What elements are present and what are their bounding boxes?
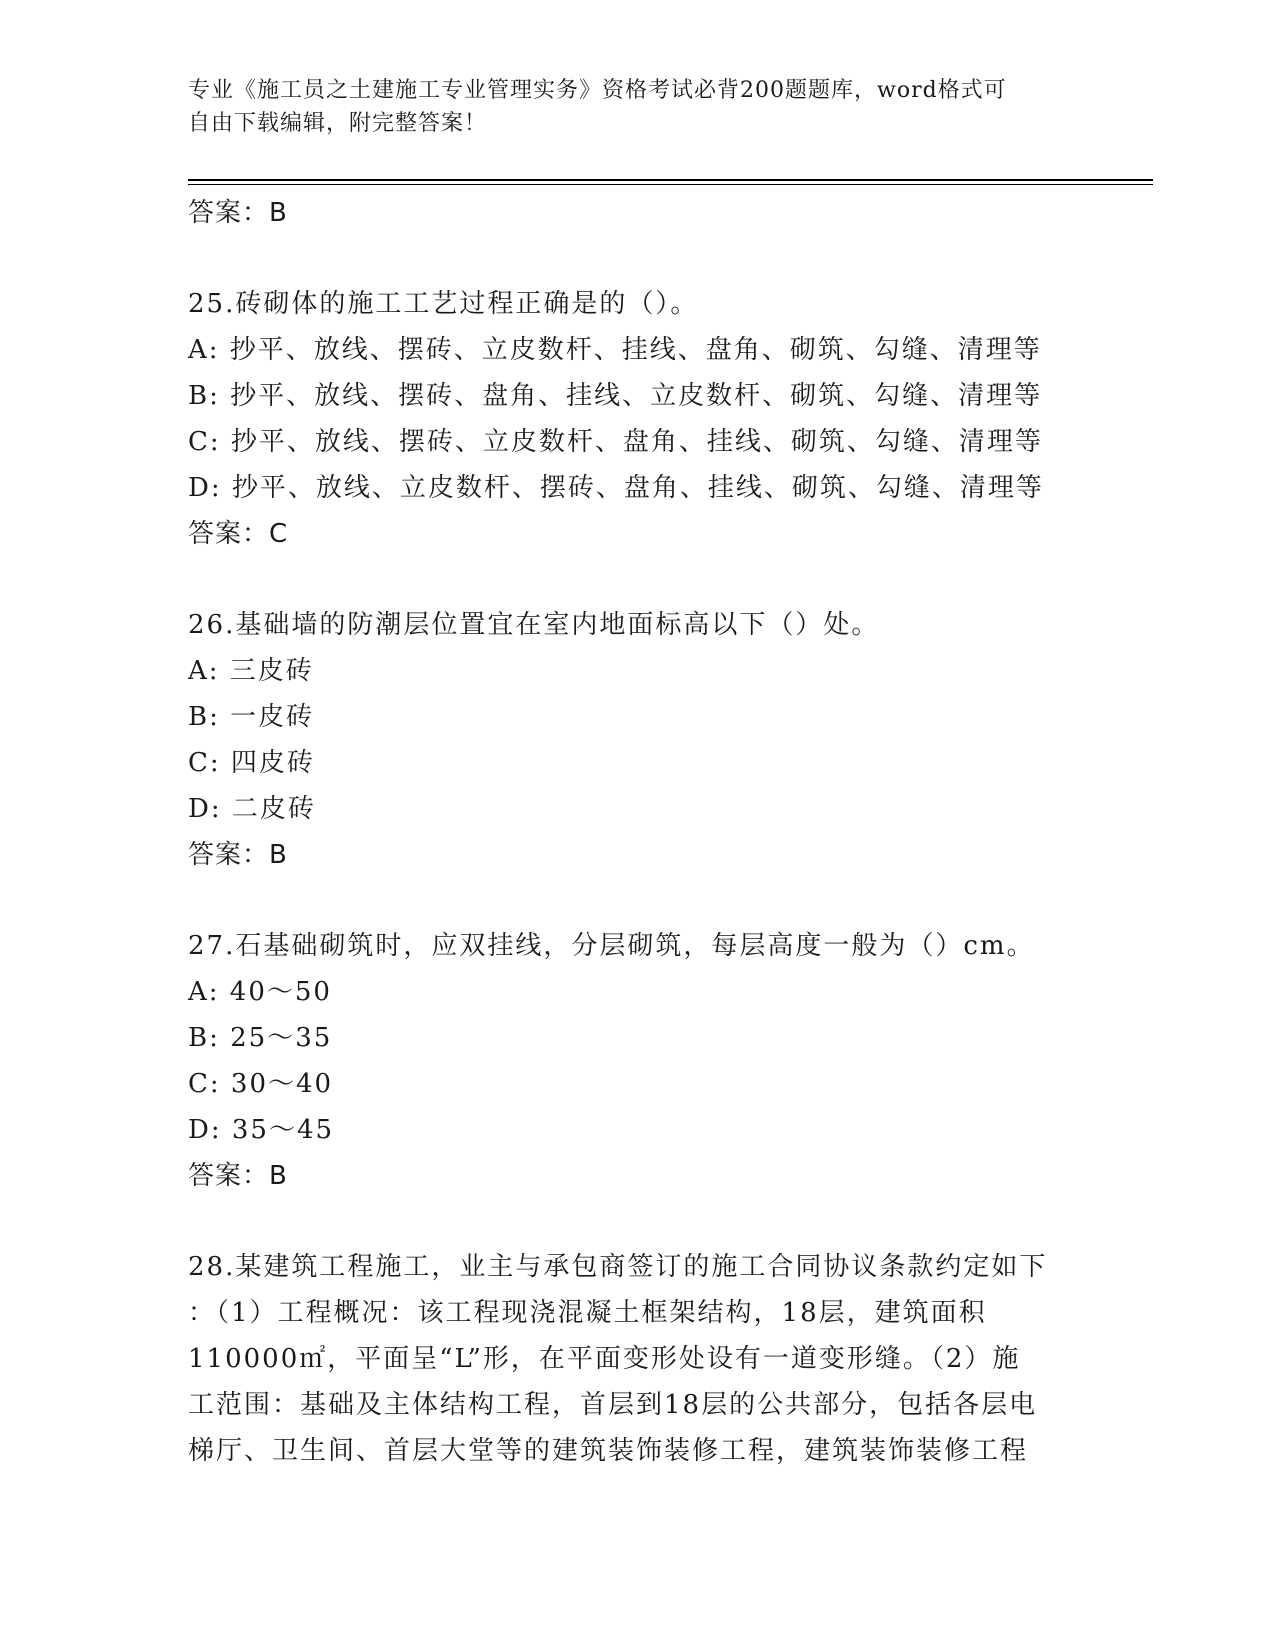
header-divider-thick: [188, 179, 1153, 181]
answer-line: 答案：B: [188, 1161, 288, 1191]
question-28-line-1: 28.某建筑工程施工，业主与承包商签订的施工合同协议条款约定如下: [188, 1252, 1048, 1282]
question-28-line-5: 梯厅、卫生间、首层大堂等的建筑装饰装修工程，建筑装饰装修工程: [188, 1436, 1029, 1466]
question-stem: 25.砖砌体的施工工艺过程正确是的（）。: [188, 289, 699, 319]
question-list: [188, 190, 1078, 1474]
option-c: C: 抄平、放线、摆砖、立皮数杆、盘角、挂线、砌筑、勾缝、清理等: [188, 427, 1043, 457]
question-stem: 27.石基础砌筑时，应双挂线，分层砌筑，每层高度一般为（）cm。: [188, 931, 1035, 961]
document-header: [188, 74, 1088, 140]
option-a: A: 抄平、放线、摆砖、立皮数杆、挂线、盘角、砌筑、勾缝、清理等: [188, 335, 1042, 365]
spacer: [188, 1199, 1078, 1244]
question-stem: 26.基础墙的防潮层位置宜在室内地面标高以下（）处。: [188, 610, 880, 640]
answer-line: 答案：B: [188, 198, 288, 228]
question-28-line-4: 工范围：基础及主体结构工程，首层到18层的公共部分，包括各层电: [188, 1390, 1038, 1420]
answer-line: 答案：C: [188, 519, 289, 549]
option-a: A: 40～50: [188, 977, 332, 1007]
header-line-2: 自由下载编辑，附完整答案！: [188, 111, 488, 136]
option-d: D: 抄平、放线、立皮数杆、摆砖、盘角、挂线、砌筑、勾缝、清理等: [188, 473, 1044, 503]
option-b: B: 抄平、放线、摆砖、盘角、挂线、立皮数杆、砌筑、勾缝、清理等: [188, 381, 1043, 411]
spacer: [188, 236, 1078, 281]
question-28-line-3: 110000㎡，平面呈“L”形，在平面变形处设有一道变形缝。（2）施: [188, 1344, 1021, 1374]
question-25: [188, 281, 1078, 557]
question-28: [188, 1244, 1078, 1474]
option-c: C: 四皮砖: [188, 748, 315, 778]
header-line-1: 专业《施工员之土建施工专业管理实务》资格考试必背200题题库，word格式可: [188, 78, 1007, 103]
question-28-line-2: ：（1）工程概况：该工程现浇混凝土框架结构，18层，建筑面积: [188, 1298, 987, 1328]
option-b: B: 25～35: [188, 1023, 333, 1053]
header-divider-thin: [188, 184, 1153, 185]
answer-line: 答案：B: [188, 840, 288, 870]
option-b: B: 一皮砖: [188, 702, 315, 732]
spacer: [188, 557, 1078, 602]
question-27: [188, 923, 1078, 1199]
spacer: [188, 878, 1078, 923]
option-c: C: 30～40: [188, 1069, 334, 1099]
question-26: [188, 602, 1078, 878]
option-d: D: 35～45: [188, 1115, 335, 1145]
option-a: A: 三皮砖: [188, 656, 314, 686]
option-d: D: 二皮砖: [188, 794, 316, 824]
